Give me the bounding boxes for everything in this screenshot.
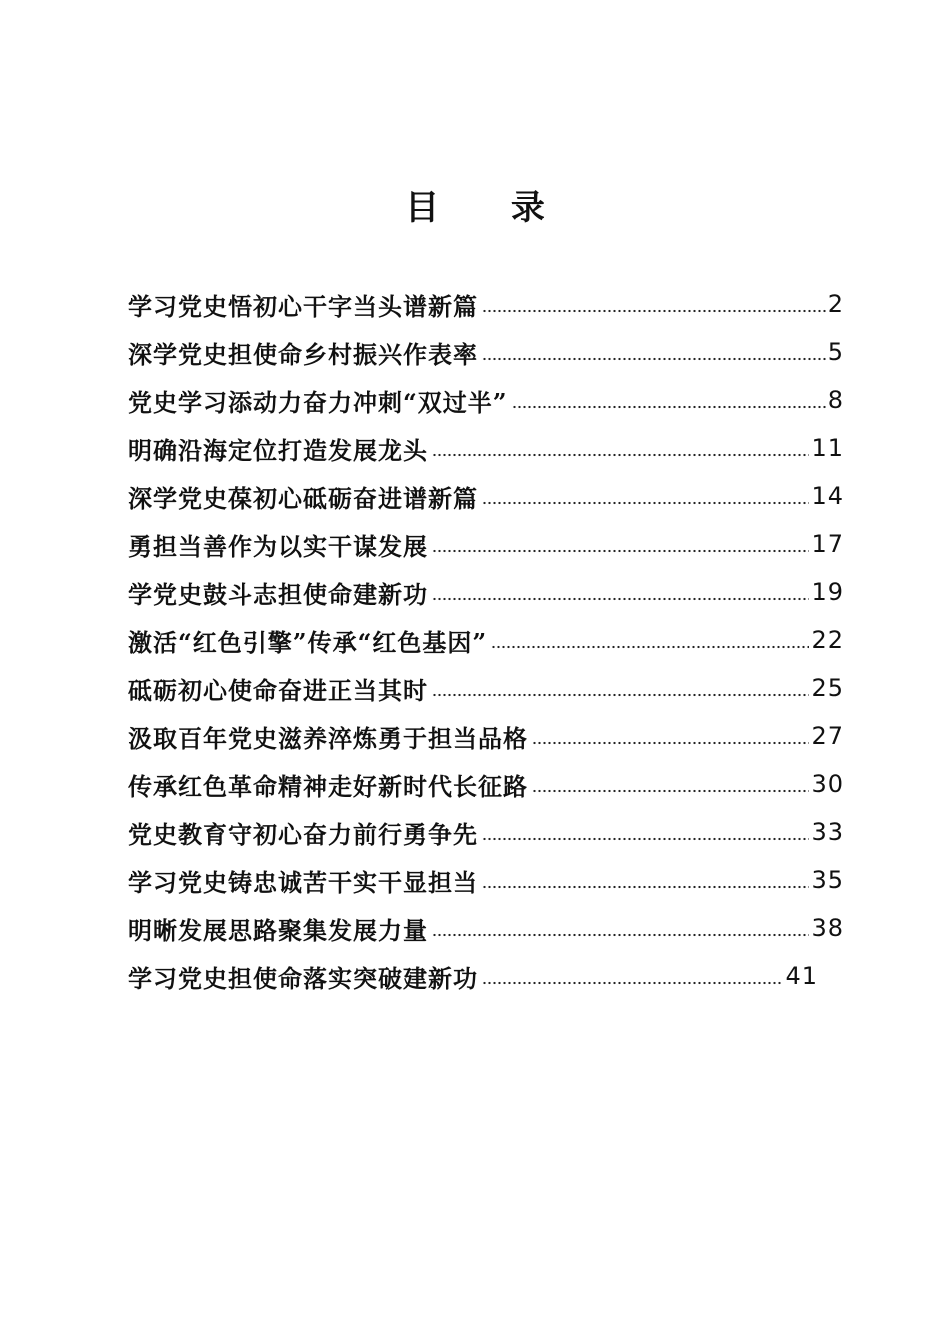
toc-entry-title: 传承红色革命精神走好新时代长征路 <box>128 771 528 801</box>
dot-leader <box>512 405 826 409</box>
toc-entry <box>128 472 844 520</box>
toc-entry <box>128 376 844 424</box>
dot-leader <box>432 597 809 601</box>
toc-entry <box>128 856 844 904</box>
toc-entry-page: 27 <box>811 722 844 750</box>
toc-entry-page: 38 <box>811 914 844 942</box>
dot-leader <box>482 837 809 841</box>
dot-leader <box>482 885 809 889</box>
toc-entry <box>128 952 818 1000</box>
toc-entry <box>128 280 844 328</box>
dot-leader <box>432 453 809 457</box>
toc-entry <box>128 904 844 952</box>
dot-leader <box>532 789 809 793</box>
toc-entry-title: 党史教育守初心奋力前行勇争先 <box>128 819 478 849</box>
toc-entry <box>128 712 844 760</box>
toc-entry-title: 明晰发展思路聚集发展力量 <box>128 915 428 945</box>
toc-entry-page: 22 <box>811 626 844 654</box>
toc-entry-page: 30 <box>811 770 844 798</box>
toc-entry-page: 11 <box>811 434 844 462</box>
toc-entry <box>128 568 844 616</box>
dot-leader <box>532 741 809 745</box>
toc-entry-title: 深学党史担使命乡村振兴作表率 <box>128 339 478 369</box>
toc-entry-page: 25 <box>811 674 844 702</box>
toc-entry-page: 41 <box>785 962 818 990</box>
toc-heading: 目 录 <box>405 188 575 228</box>
toc-entry-title: 砥砺初心使命奋进正当其时 <box>128 675 428 705</box>
dot-leader <box>482 501 809 505</box>
toc-entry-page: 2 <box>827 290 844 318</box>
toc-entry <box>128 664 844 712</box>
toc-entry-page: 19 <box>811 578 844 606</box>
dot-leader <box>491 645 809 649</box>
toc-entry-title: 学习党史铸忠诚苦干实干显担当 <box>128 867 478 897</box>
dot-leader <box>432 933 809 937</box>
toc-entry-page: 8 <box>827 386 844 414</box>
toc-entry-title: 学党史鼓斗志担使命建新功 <box>128 579 428 609</box>
toc-entry <box>128 616 844 664</box>
toc-entry <box>128 424 844 472</box>
toc-entry-title: 党史学习添动力奋力冲刺“双过半” <box>128 387 508 417</box>
toc-entry-title: 明确沿海定位打造发展龙头 <box>128 435 428 465</box>
dot-leader <box>482 981 783 985</box>
toc-entry <box>128 520 844 568</box>
dot-leader <box>432 693 809 697</box>
dot-leader <box>482 309 826 313</box>
toc-entry-title: 学习党史悟初心干字当头谱新篇 <box>128 291 478 321</box>
dot-leader <box>482 357 826 361</box>
toc-entry-title: 深学党史葆初心砥砺奋进谱新篇 <box>128 483 478 513</box>
toc-entry-page: 33 <box>811 818 844 846</box>
toc-entry-page: 35 <box>811 866 844 894</box>
toc-entry-title: 激活“红色引擎”传承“红色基因” <box>128 627 488 657</box>
toc-entry <box>128 328 844 376</box>
toc-entry-title: 学习党史担使命落实突破建新功 <box>128 963 478 993</box>
toc-entry-page: 17 <box>811 530 844 558</box>
toc-entry-title: 勇担当善作为以实干谋发展 <box>128 531 428 561</box>
toc-entry <box>128 808 844 856</box>
toc-entry <box>128 760 844 808</box>
dot-leader <box>432 549 809 553</box>
toc-entry-title: 汲取百年党史滋养淬炼勇于担当品格 <box>128 723 528 753</box>
toc-entry-page: 5 <box>827 338 844 366</box>
toc-entry-page: 14 <box>811 482 844 510</box>
toc-list <box>128 280 844 1000</box>
